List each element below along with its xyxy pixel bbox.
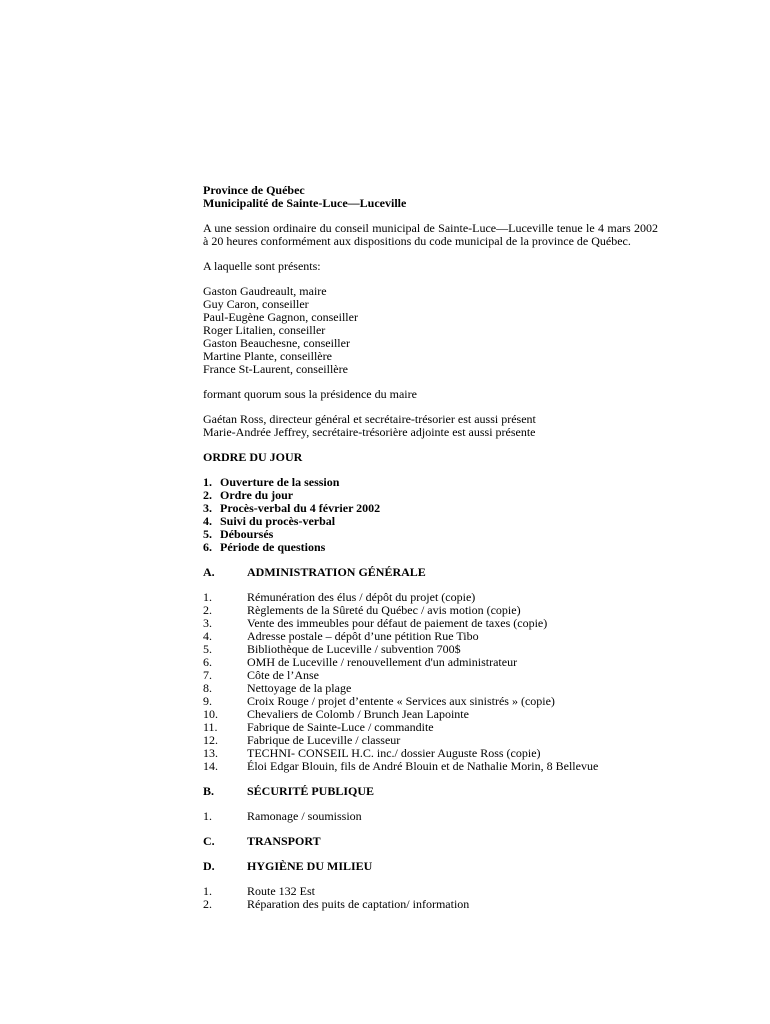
- agenda-title: ORDRE DU JOUR: [203, 450, 303, 464]
- agenda-list: [203, 476, 663, 554]
- list-item: [203, 898, 663, 911]
- agenda-item-label: Ouverture de la session: [220, 475, 340, 489]
- agenda-item-number: 6.: [203, 540, 212, 554]
- agenda-item-number: 1.: [203, 475, 212, 489]
- list-item: [203, 810, 663, 823]
- agenda-item-number: 5.: [203, 527, 212, 541]
- member-line: Roger Litalien, conseiller: [203, 323, 326, 337]
- agenda-item-number: 3.: [203, 501, 212, 515]
- member-line: France St-Laurent, conseillère: [203, 362, 348, 376]
- list-item-number: 3.: [203, 616, 212, 630]
- section-title: TRANSPORT: [247, 834, 321, 848]
- agenda-item-label: Période de questions: [220, 540, 326, 554]
- list-item-label: Nettoyage de la plage: [247, 681, 352, 695]
- list-item-label: TECHNI- CONSEIL H.C. inc./ dossier Auguste Ross (copie): [247, 746, 541, 760]
- section-b-list: [203, 810, 663, 823]
- agenda-item-label: Ordre du jour: [220, 488, 294, 502]
- list-item-number: 8.: [203, 681, 212, 695]
- section-c-heading: [203, 835, 663, 848]
- quorum-line: formant quorum sous la présidence du maire: [203, 387, 417, 401]
- list-item-label: Croix Rouge / projet d’entente « Services aux sinistrés » (copie): [247, 694, 555, 708]
- list-item-number: 2.: [203, 603, 212, 617]
- list-item-number: 11.: [203, 720, 218, 734]
- list-item-number: 6.: [203, 655, 212, 669]
- section-a-heading: [203, 566, 663, 579]
- section-title: SÉCURITÉ PUBLIQUE: [247, 784, 375, 798]
- list-item-label: Adresse postale – dépôt d’une pétition Rue Tibo: [247, 629, 479, 643]
- section-letter: D.: [203, 859, 215, 873]
- section-d-list: [203, 885, 663, 911]
- list-item-number: 10.: [203, 707, 218, 721]
- agenda-item-label: Déboursés: [220, 527, 274, 541]
- list-item-label: Réparation des puits de captation/ information: [247, 897, 470, 911]
- list-item-number: 4.: [203, 629, 212, 643]
- agenda-item: [203, 541, 663, 554]
- list-item-label: Chevaliers de Colomb / Brunch Jean Lapointe: [247, 707, 469, 721]
- officer-line: Gaétan Ross, directeur général et secrétaire-trésorier est aussi présent: [203, 412, 536, 426]
- list-item-number: 9.: [203, 694, 212, 708]
- agenda-item-label: Suivi du procès-verbal: [220, 514, 336, 528]
- document-page: [203, 184, 663, 911]
- officer-line: Marie-Andrée Jeffrey, secrétaire-trésorière adjointe est aussi présente: [203, 425, 536, 439]
- member-line: Martine Plante, conseillère: [203, 349, 332, 363]
- list-item-number: 1.: [203, 590, 212, 604]
- list-item-number: 12.: [203, 733, 218, 747]
- member-line: Gaston Gaudreault, maire: [203, 284, 327, 298]
- list-item-number: 7.: [203, 668, 212, 682]
- province-heading: Province de Québec: [203, 183, 305, 197]
- municipality-heading: Municipalité de Sainte-Luce—Luceville: [203, 196, 407, 210]
- list-item-number: 5.: [203, 642, 212, 656]
- list-item-label: Ramonage / soumission: [247, 809, 362, 823]
- list-item-label: Bibliothèque de Luceville / subvention 700$: [247, 642, 461, 656]
- list-item-label: Règlements de la Sûreté du Québec / avis motion (copie): [247, 603, 521, 617]
- members-list: [203, 285, 663, 376]
- list-item-label: Fabrique de Sainte-Luce / commandite: [247, 720, 434, 734]
- list-item-number: 1.: [203, 809, 212, 823]
- section-letter: C.: [203, 834, 215, 848]
- list-item-number: 1.: [203, 884, 212, 898]
- list-item-label: Route 132 Est: [247, 884, 315, 898]
- section-title: ADMINISTRATION GÉNÉRALE: [247, 565, 426, 579]
- section-letter: A.: [203, 565, 215, 579]
- member-line: Paul-Eugène Gagnon, conseiller: [203, 310, 358, 324]
- list-item-number: 14.: [203, 759, 218, 773]
- section-title: HYGIÈNE DU MILIEU: [247, 859, 373, 873]
- section-d-heading: [203, 860, 663, 873]
- present-label: A laquelle sont présents:: [203, 259, 321, 273]
- session-paragraph: A une session ordinaire du conseil municipal de Sainte-Luce—Luceville tenue le 4 mars 2002 à 20 heures conformément aux dispositions du code municipal de la province de Québec.: [203, 221, 658, 248]
- agenda-item-number: 4.: [203, 514, 212, 528]
- list-item-label: Fabrique de Luceville / classeur: [247, 733, 401, 747]
- list-item: [203, 760, 663, 773]
- list-item-label: Éloi Edgar Blouin, fils de André Blouin et de Nathalie Morin, 8 Bellevue: [247, 759, 599, 773]
- list-item-label: Côte de l’Anse: [247, 668, 319, 682]
- list-item-label: Vente des immeubles pour défaut de paiement de taxes (copie): [247, 616, 548, 630]
- list-item-number: 2.: [203, 897, 212, 911]
- agenda-item-label: Procès-verbal du 4 février 2002: [220, 501, 381, 515]
- section-letter: B.: [203, 784, 215, 798]
- section-b-heading: [203, 785, 663, 798]
- list-item-number: 13.: [203, 746, 218, 760]
- section-a-list: [203, 591, 663, 773]
- member-line: Guy Caron, conseiller: [203, 297, 309, 311]
- member-line: Gaston Beauchesne, conseiller: [203, 336, 350, 350]
- list-item-label: Rémunération des élus / dépôt du projet (copie): [247, 590, 476, 604]
- agenda-item-number: 2.: [203, 488, 212, 502]
- list-item-label: OMH de Luceville / renouvellement d'un administrateur: [247, 655, 518, 669]
